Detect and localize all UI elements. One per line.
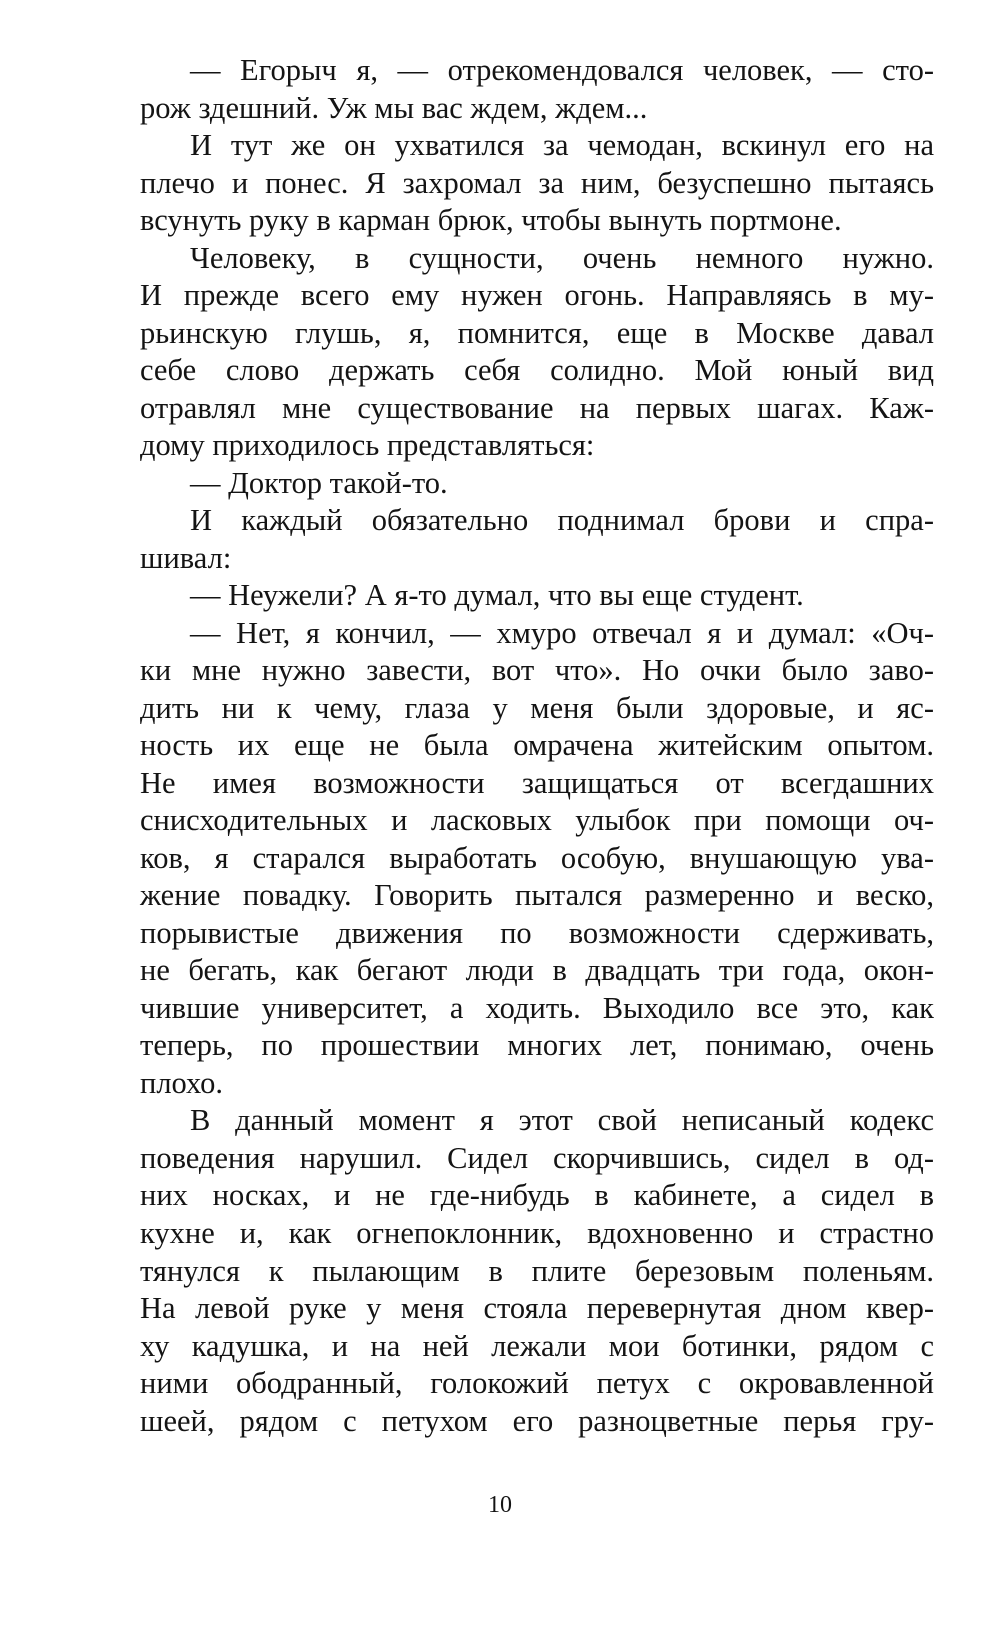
text-line: дить ни к чему, глаза у меня были здоровые, и яс- <box>140 690 934 725</box>
text-line: И тут же он ухватился за чемодан, вскинул его на <box>190 128 934 163</box>
text-line: И прежде всего ему нужен огонь. Направляясь в му- <box>140 278 934 313</box>
text-line: Человеку, в сущности, очень немного нужно. <box>190 240 934 275</box>
text-line: поведения нарушил. Сидел скорчившись, сидел в од- <box>140 1140 934 1175</box>
text-line: — Нет, я кончил, — хмуро отвечал я и думал: «Оч- <box>190 615 934 650</box>
text-line: не бегать, как бегают люди в двадцать три года, окон- <box>140 953 934 988</box>
text-line: жение повадку. Говорить пытался размеренно и веско, <box>140 878 934 913</box>
text-line: тянулся к пылающим в плите березовым поленьям. <box>140 1253 934 1288</box>
text-line: дому приходилось представляться: <box>140 428 595 463</box>
text-line: рож здешний. Уж мы вас ждем, ждем... <box>140 90 648 125</box>
text-line: отравлял мне существование на первых шагах. Каж- <box>140 390 934 425</box>
body-text <box>140 52 934 1440</box>
text-line: порывистые движения по возможности сдерживать, <box>140 915 934 950</box>
text-line: ними ободранный, голокожий петух с окровавленной <box>140 1366 934 1401</box>
text-line: плечо и понес. Я захромал за ним, безуспешно пытаясь <box>140 165 934 200</box>
text-line: — Егорыч я, — отрекомендовался человек, — сто- <box>190 53 934 87</box>
text-line: плохо. <box>140 1065 223 1100</box>
text-line: снисходительных и ласковых улыбок при помощи оч- <box>140 803 934 838</box>
text-line: шивал: <box>140 540 232 575</box>
text-line: Не имея возможности защищаться от всегдашних <box>140 765 934 800</box>
text-line: рьинскую глушь, я, помнится, еще в Москве давал <box>140 315 934 350</box>
text-line: шеей, рядом с петухом его разноцветные перья гру- <box>140 1403 934 1438</box>
text-line: теперь, по прошествии многих лет, понимаю, очень <box>140 1028 934 1063</box>
text-line: ков, я старался выработать особую, внушающую ува- <box>140 840 934 875</box>
page-number: 10 <box>488 1492 512 1518</box>
text-line: И каждый обязательно поднимал брови и спра- <box>190 503 934 538</box>
text-line: — Доктор такой-то. <box>190 465 448 500</box>
text-line: ность их еще не была омрачена житейским опытом. <box>140 728 934 763</box>
text-line: кухне и, как огнепоклонник, вдохновенно и страстно <box>140 1215 934 1250</box>
text-line: В данный момент я этот свой неписаный кодекс <box>190 1103 934 1138</box>
text-line: — Неужели? А я-то думал, что вы еще студент. <box>190 578 804 613</box>
text-line: На левой руке у меня стояла перевернутая дном квер- <box>140 1291 934 1326</box>
text-line: себе слово держать себя солидно. Мой юный вид <box>140 353 934 388</box>
text-line: ки мне нужно завести, вот что». Но очки было заво- <box>140 653 934 688</box>
text-line: чившие университет, а ходить. Выходило все это, как <box>140 990 934 1025</box>
text-line: них носках, и не где-нибудь в кабинете, а сидел в <box>140 1178 934 1213</box>
text-line: ху кадушка, и на ней лежали мои ботинки, рядом с <box>140 1328 934 1363</box>
text-line: всунуть руку в карман брюк, чтобы вынуть портмоне. <box>140 203 842 238</box>
